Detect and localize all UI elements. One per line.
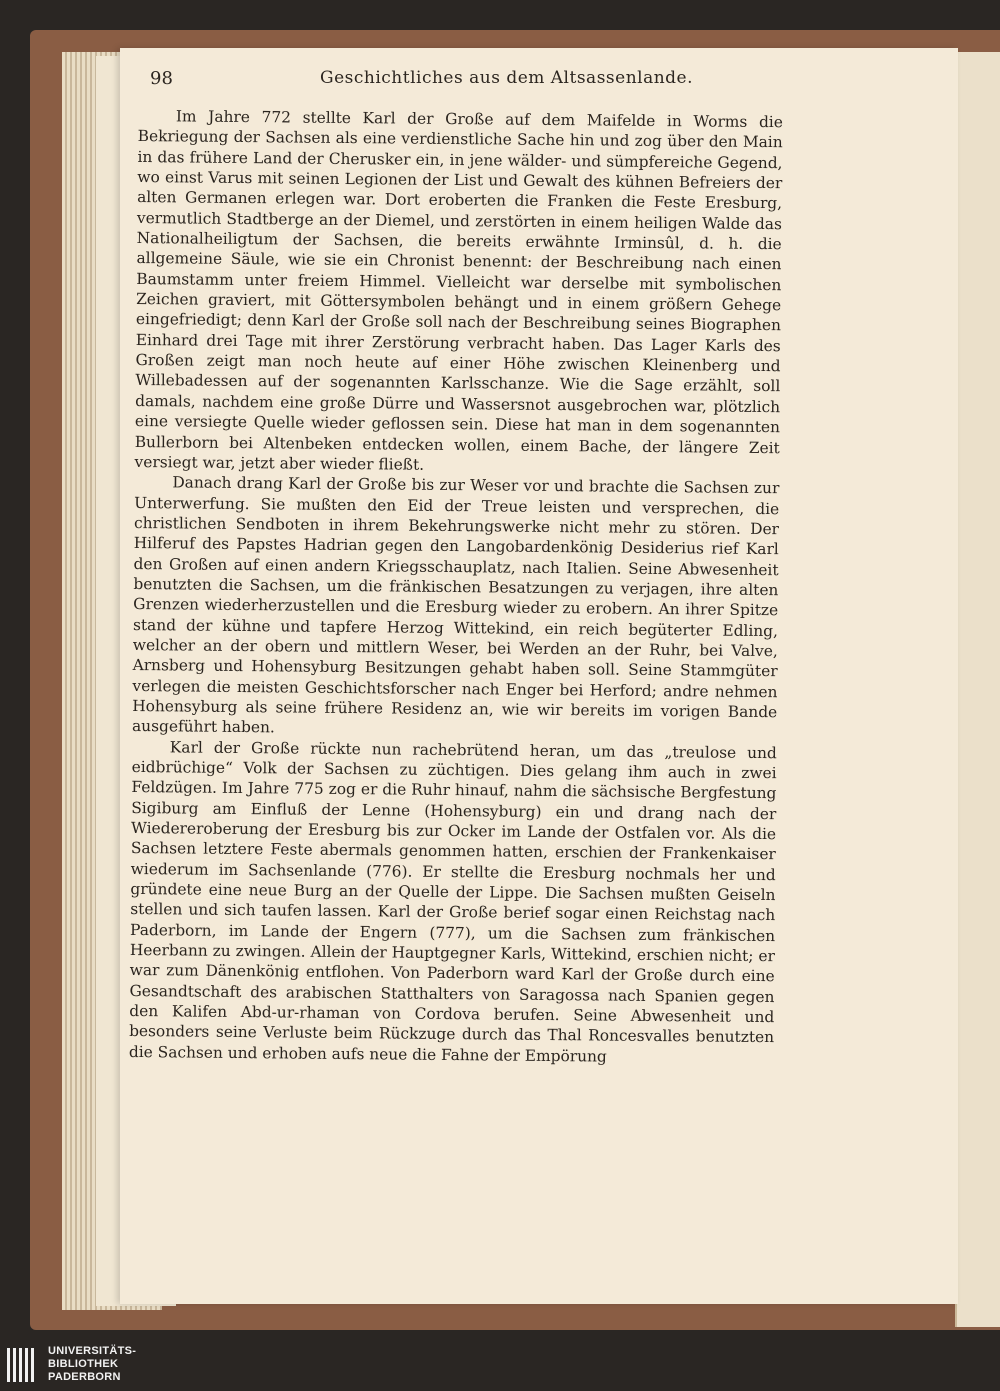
page-header <box>150 68 760 94</box>
library-name-line: UNIVERSITÄTS- <box>48 1345 137 1357</box>
paragraph: Danach drang Karl der Große bis zur Weser vor und brachte die Sachsen zur Unterwerfung. Sie mußten den Eid der Treue leisten und versprechen, die christlichen Sendboten in ihrem Bekehrungswerke nicht mehr zu stören. Der Hilferuf des Papstes Hadrian gegen den Langobardenkönig Desiderius rief Karl den Großen auf einen andern Kriegsschauplatz, nach Italien. Seine Abwesenheit benutzten die Sachsen, um die fränkischen Besatzungen zu verjagen, ihre alten Grenzen wiederherzustellen und die Eresburg wieder zu erobern. An ihrer Spitze stand der kühne und tapfere Herzog Wittekind, ein reich begüterter Edling, welcher an der obern und mittlern Weser, bei Werden an der Ruhr, bei Valve, Arnsberg und Hohensyburg Besitzungen gehabt haben soll. Seine Stammgüter verlegen die meisten Geschichtsforscher nach Enger bei Herford; andre nehmen Hohensyburg als seine frühere Residenz an, wie wir bereits im vorigen Bande ausgeführt haben. <box>131 473 780 737</box>
page-number: 98 <box>150 68 173 89</box>
library-stamp <box>0 1338 220 1391</box>
paragraph: Im Jahre 772 stellte Karl der Große auf dem Maifelde in Worms die Bekriegung der Sachsen als eine verdienstliche Sache hin und zog über den Main in das frühere Land der Cherusker ein, in jene wälder- und sümpfereiche Gegend, wo einst Varus mit seinen Legionen der List und Gewalt des kühnen Befreiers der alten Germanen erlegen war. Dort eroberten die Franken die Feste Eresburg, vermutlich Stadtberge an der Diemel, und zerstörten in einem heiligen Walde das Nationalheiligtum der Sachsen, die bereits erwähnte Irminsûl, d. h. die allgemeine Säule, wie sie ein Chronist benennt: der Beschreibung nach einen Baumstamm unter freiem Himmel. Vielleicht war derselbe mit symbolischen Zeichen graviert, mit Göttersymbolen behängt und in einem größern Gehege eingefriedigt; denn Karl der Große soll nach der Beschreibung seines Biographen Einhard drei Tage mit ihrer Zerstörung verbracht haben. Das Lager Karls des Großen zeigt man noch heute auf einer Höhe zwischen Kleinenberg und Willebadessen auf der sogenannten Karlsschanze. Wie die Sage erzählt, soll damals, nachdem eine große Dürre und Wassersnot ausgebrochen war, plötzlich eine versiegte Quelle wieder geflossen sein. Diese hat man in dem sogenannten Bullerborn bei Altenbeken entdecken wollen, einem Bache, der längere Zeit versiegt war, jetzt aber wieder fließt. <box>134 107 783 474</box>
body-text <box>129 106 783 1068</box>
facing-page-edge <box>955 52 1000 1327</box>
library-logo-icon <box>6 1346 36 1384</box>
library-name <box>48 1345 136 1384</box>
library-name-line: PADERBORN <box>48 1371 121 1383</box>
running-head: Geschichtliches aus dem Altsassenlande. <box>320 68 694 88</box>
paragraph: Karl der Große rückte nun rachebrütend heran, um das „treulose und eidbrüchige“ Volk der Sachsen zu züchtigen. Dies gelang ihm auch in zwei Feldzügen. Im Jahre 775 zog er die Ruhr hinauf, nahm die sächsische Bergfestung Sigiburg am Einfluß der Lenne (Hohensyburg) ein und drang nach der Wiedereroberung der Eresburg bis zur Ocker im Lande der Ostfalen vor. Als die Sachsen letztere Feste abermals genommen hatten, erschien der Frankenkaiser wiederum im Sachsenlande (776). Er stellte die Eresburg nochmals her und gründete eine neue Burg an der Quelle der Lippe. Die Sachsen mußten Geiseln stellen und sich taufen lassen. Karl der Große berief sogar einen Reichstag nach Paderborn, im Lande der Engern (777), um die Sachsen zum fränkischen Heerbann zu zwingen. Allein der Hauptgegner Karls, Wittekind, erschien nicht; er war zum Dänenkönig entflohen. Von Paderborn ward Karl der Große durch eine Gesandtschaft des arabischen Statthalters von Saragossa nach Spanien gegen den Kalifen Abd-ur-rhaman von Cordova berufen. Seine Abwesenheit und besonders seine Verluste beim Rückzuge durch das Thal Roncesvalles benutzten die Sachsen und erhoben aufs neue die Fahne der Empörung <box>128 737 777 1066</box>
library-name-line: BIBLIOTHEK <box>48 1358 119 1370</box>
